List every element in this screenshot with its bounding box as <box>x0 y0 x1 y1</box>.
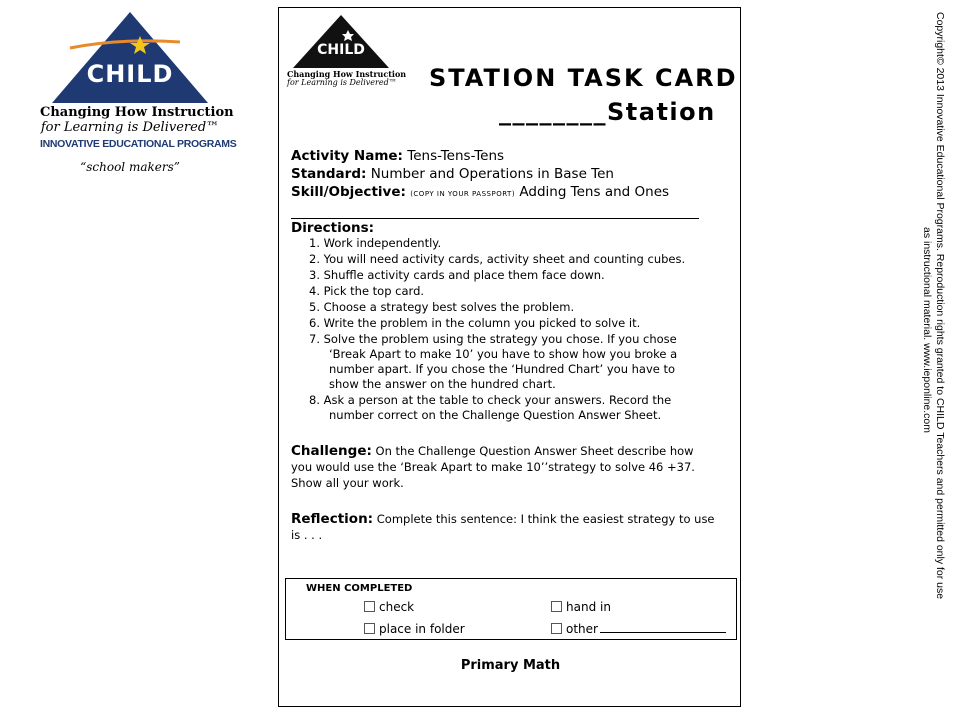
direction-item: 7. Solve the problem using the strategy you chose. If you chose <box>309 332 677 346</box>
copyright-line1: Copyright© 2013 Innovative Educational Programs. Reproduction rights granted to CHILD Teachers and permitted only for use <box>934 12 946 600</box>
logo-line1: Changing How Instruction <box>40 105 234 120</box>
direction-item: 3. Shuffle activity cards and place them face down. <box>309 268 605 282</box>
direction-item: 8. Ask a person at the table to check your answers. Record the <box>309 393 672 407</box>
skill-label: Skill/Objective: <box>291 184 406 200</box>
standard-label: Standard: <box>291 166 367 182</box>
checkbox-icon[interactable] <box>364 623 375 634</box>
reflection-line: is . . . <box>291 528 323 542</box>
divider <box>291 218 699 219</box>
direction-continuation: number apart. If you chose the ‘Hundred Chart’ you have to <box>329 362 676 376</box>
station-line: ________Station <box>499 98 716 126</box>
reflection-line <box>291 511 715 527</box>
activity-value: Tens-Tens-Tens <box>407 148 505 164</box>
skill-value: Adding Tens and Ones <box>519 184 670 200</box>
challenge-label: Challenge: <box>291 443 372 459</box>
direction-item: 2. You will need activity cards, activity sheet and counting cubes. <box>309 252 686 266</box>
directions-label: Directions: <box>291 220 375 236</box>
direction-item: 6. Write the problem in the column you picked to solve it. <box>309 316 641 330</box>
activity-label: Activity Name: <box>291 148 403 164</box>
logo-line1-small: Changing How Instruction <box>287 69 407 79</box>
logo-line2: for Learning is Delivered™ <box>40 120 220 135</box>
direction-item: 4. Pick the top card. <box>309 284 425 298</box>
station-task-card <box>278 7 741 707</box>
challenge-text: On the Challenge Question Answer Sheet describe how <box>375 444 694 458</box>
copyright-line2: as instructional material. www.ieponline.com <box>921 227 933 434</box>
child-logo <box>40 8 237 183</box>
completed-heading: WHEN COMPLETED <box>306 583 413 594</box>
logo-triangle-icon <box>40 8 220 108</box>
direction-continuation: number correct on the Challenge Question Answer Sheet. <box>329 408 662 422</box>
checkbox-icon[interactable] <box>551 601 562 612</box>
skill-note: (COPY IN YOUR PASSPORT) <box>410 190 516 198</box>
reflection-label: Reflection: <box>291 511 374 527</box>
direction-item: 5. Choose a strategy best solves the problem. <box>309 300 575 314</box>
copyright-notice <box>920 12 946 692</box>
when-completed-box <box>285 578 737 640</box>
direction-continuation: show the answer on the hundred chart. <box>329 377 556 391</box>
logo-company: INNOVATIVE EDUCATIONAL PROGRAMS <box>40 138 237 150</box>
logo-brand-small: CHILD <box>317 42 365 58</box>
card-title: STATION TASK CARD <box>429 64 738 92</box>
other-blank-line[interactable] <box>600 632 726 633</box>
challenge-line: Show all your work. <box>291 476 404 490</box>
direction-item: 1. Work independently. <box>309 236 442 250</box>
other-option[interactable]: other <box>551 622 726 636</box>
reflection-text: Complete this sentence: I think the easiest strategy to use <box>376 512 715 526</box>
skill-row <box>291 184 669 200</box>
standard-row <box>291 166 614 182</box>
child-logo-small <box>287 12 407 96</box>
logo-tagline: “school makers” <box>80 160 180 174</box>
check-option[interactable]: check <box>364 600 414 614</box>
logo-line2-small: for Learning is Delivered™ <box>287 78 397 87</box>
checkbox-icon[interactable] <box>364 601 375 612</box>
hand-in-option[interactable]: hand in <box>551 600 611 614</box>
footer-label: Primary Math <box>460 658 561 673</box>
logo-brand: CHILD <box>86 60 174 88</box>
place-in-folder-option[interactable]: place in folder <box>364 622 465 636</box>
challenge-line: you would use the ‘Break Apart to make 10’’strategy to solve 46 +37. <box>291 460 695 474</box>
standard-value: Number and Operations in Base Ten <box>370 166 614 182</box>
activity-row <box>291 148 504 164</box>
checkbox-icon[interactable] <box>551 623 562 634</box>
direction-continuation: ‘Break Apart to make 10’ you have to show how you broke a <box>329 347 678 361</box>
challenge-line <box>291 443 694 459</box>
